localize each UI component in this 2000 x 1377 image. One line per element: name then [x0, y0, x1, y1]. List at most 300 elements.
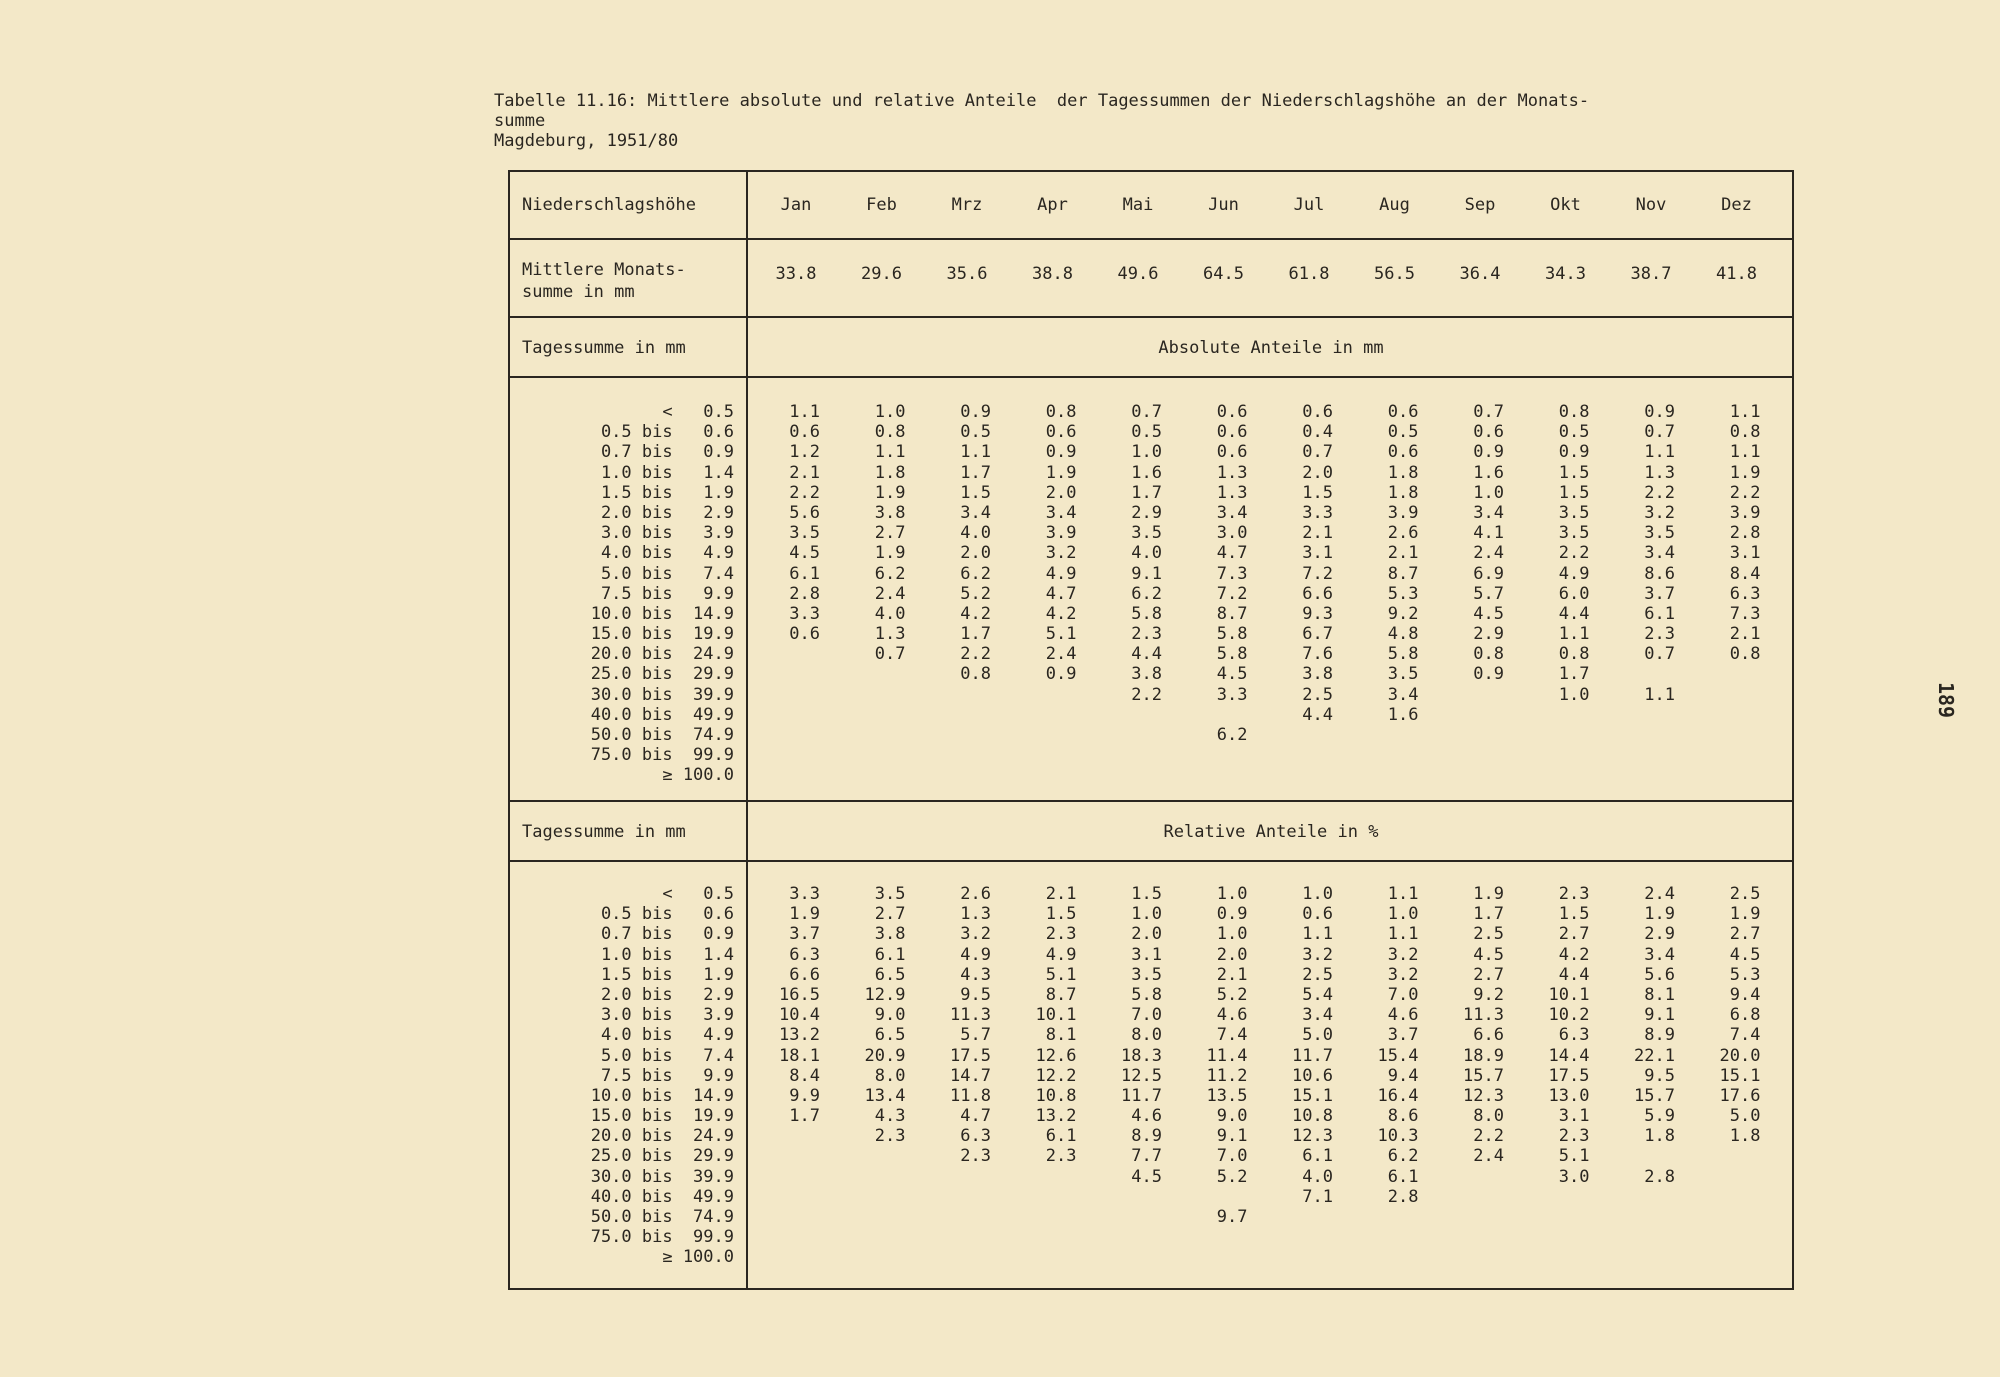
- value-cell: 13.2: [1035, 1106, 1077, 1127]
- value-cell: 6.6: [1302, 583, 1333, 604]
- value-cell: 1.6: [1131, 462, 1162, 483]
- value-cell: 18.3: [1121, 1045, 1162, 1066]
- value-cell: 17.5: [950, 1045, 991, 1066]
- value-cell: 3.2: [1302, 944, 1333, 965]
- value-cell: 10.1: [1035, 1005, 1077, 1026]
- value-cell: [939, 685, 991, 705]
- range-label: < 0.5: [662, 884, 734, 904]
- value-cell: 7.7: [1131, 1146, 1162, 1167]
- value-cell: 4.5: [1729, 944, 1761, 965]
- value-cell: 1.1: [960, 442, 991, 463]
- value-cell: 0.9: [1216, 904, 1248, 925]
- range-label: 20.0 bis 24.9: [590, 644, 734, 665]
- value-cell: [1110, 725, 1162, 745]
- value-cell: 1.1: [1387, 884, 1419, 904]
- value-cell: [1709, 1227, 1761, 1247]
- value-cell: 6.6: [1473, 1025, 1504, 1046]
- value-cell: 2.2: [789, 482, 820, 503]
- value-cell: [1623, 765, 1675, 785]
- value-cell: 8.7: [1387, 563, 1419, 584]
- value-cell: [1538, 705, 1590, 725]
- value-cell: 1.8: [1644, 1126, 1675, 1147]
- value-column-jan: [768, 884, 820, 1268]
- value-cell: 4.5: [1473, 944, 1504, 965]
- value-cell: 15.1: [1292, 1085, 1333, 1106]
- value-cell: 1.5: [1558, 904, 1590, 925]
- value-cell: [1709, 1167, 1761, 1187]
- range-label: 4.0 bis 4.9: [600, 543, 734, 564]
- range-label: 20.0 bis 24.9: [590, 1126, 734, 1147]
- value-column-jan: [768, 402, 820, 786]
- value-cell: 9.4: [1729, 984, 1761, 1005]
- month-header-mrz: Mrz: [951, 195, 983, 215]
- value-cell: 3.4: [1216, 502, 1248, 523]
- value-cell: 4.2: [1558, 944, 1590, 965]
- value-cell: 0.9: [960, 402, 991, 422]
- value-cell: 7.4: [1729, 1025, 1761, 1046]
- value-cell: 20.0: [1719, 1045, 1761, 1066]
- value-cell: 1.3: [1644, 462, 1675, 483]
- value-cell: 9.2: [1473, 984, 1504, 1005]
- range-label: 75.0 bis 99.9: [590, 745, 734, 766]
- value-cell: 2.1: [1387, 543, 1419, 564]
- value-cell: 4.5: [1216, 664, 1248, 685]
- value-cell: 6.5: [874, 1025, 906, 1046]
- value-cell: [1623, 745, 1675, 765]
- value-cell: 3.5: [1558, 523, 1590, 544]
- range-label: ≥ 100.0: [662, 765, 734, 786]
- value-cell: 8.1: [1644, 984, 1675, 1005]
- value-cell: [854, 1207, 906, 1227]
- value-cell: 0.4: [1302, 422, 1333, 443]
- value-cell: 9.4: [1387, 1065, 1419, 1086]
- value-cell: 4.6: [1387, 1005, 1419, 1026]
- range-label: 50.0 bis 74.9: [590, 1207, 734, 1227]
- value-cell: 18.9: [1463, 1045, 1504, 1066]
- value-cell: 2.3: [874, 1126, 906, 1147]
- rel-title: Relative Anteile in %: [1163, 822, 1379, 842]
- value-cell: 14.4: [1548, 1045, 1590, 1066]
- value-cell: 11.4: [1206, 1045, 1248, 1066]
- value-cell: [854, 685, 906, 705]
- value-cell: [1623, 725, 1675, 745]
- value-cell: 20.9: [864, 1045, 906, 1066]
- value-cell: 2.9: [1644, 924, 1675, 945]
- value-cell: [768, 765, 820, 785]
- value-cell: [854, 1247, 906, 1267]
- rule-monthly: [510, 316, 1792, 318]
- value-cell: [1196, 1227, 1248, 1247]
- value-cell: 2.9: [1473, 624, 1504, 645]
- value-cell: 13.0: [1548, 1085, 1590, 1106]
- value-cell: 1.9: [874, 543, 906, 564]
- value-cell: 1.1: [1302, 924, 1333, 945]
- month-header-jan: Jan: [780, 195, 812, 215]
- value-cell: 6.3: [1729, 583, 1761, 604]
- value-cell: 4.6: [1131, 1106, 1162, 1127]
- value-cell: 12.3: [1292, 1126, 1333, 1147]
- value-cell: 2.9: [1131, 502, 1162, 523]
- value-cell: 0.6: [789, 624, 820, 645]
- value-cell: 5.2: [1216, 984, 1248, 1005]
- value-cell: 10.8: [1035, 1085, 1077, 1106]
- value-cell: 1.6: [1387, 704, 1419, 725]
- rule-abs-end: [510, 800, 1792, 802]
- value-cell: 17.5: [1548, 1065, 1590, 1086]
- value-cell: [854, 705, 906, 725]
- value-cell: 3.7: [1644, 583, 1675, 604]
- value-cell: [1452, 765, 1504, 785]
- value-cell: 6.2: [1131, 583, 1162, 604]
- monthly-value: 61.8: [1288, 264, 1330, 284]
- value-cell: 16.5: [779, 984, 820, 1005]
- range-label: 2.0 bis 2.9: [600, 502, 734, 523]
- value-cell: 0.6: [1302, 904, 1333, 925]
- value-cell: 1.6: [1473, 462, 1504, 483]
- value-cell: 1.7: [960, 624, 991, 645]
- value-cell: 1.8: [1729, 1126, 1761, 1147]
- value-cell: [1281, 725, 1333, 745]
- value-cell: 5.8: [1387, 644, 1419, 665]
- value-cell: 4.3: [960, 964, 991, 985]
- value-cell: [1452, 725, 1504, 745]
- value-cell: 18.1: [779, 1045, 820, 1066]
- value-cell: [768, 725, 820, 745]
- value-cell: 0.5: [1387, 422, 1419, 443]
- value-cell: 2.2: [1644, 482, 1675, 503]
- value-cell: 1.7: [1473, 904, 1504, 925]
- value-cell: 3.1: [1729, 543, 1761, 564]
- range-label: 25.0 bis 29.9: [590, 664, 734, 685]
- value-cell: 5.2: [1216, 1166, 1248, 1187]
- value-cell: 1.9: [874, 482, 906, 503]
- range-label: 15.0 bis 19.9: [590, 1106, 734, 1127]
- value-cell: 4.9: [1558, 563, 1590, 584]
- value-cell: [939, 1207, 991, 1227]
- value-cell: 0.6: [1387, 402, 1419, 422]
- value-cell: 6.2: [960, 563, 991, 584]
- value-cell: [1025, 705, 1077, 725]
- value-cell: [854, 1187, 906, 1207]
- month-header-okt: Okt: [1550, 195, 1581, 215]
- value-cell: [1452, 685, 1504, 705]
- value-cell: [1196, 745, 1248, 765]
- value-cell: [1281, 1227, 1333, 1247]
- value-cell: 3.9: [1729, 502, 1761, 523]
- value-cell: 2.1: [1216, 964, 1248, 985]
- value-cell: 3.5: [1131, 964, 1162, 985]
- value-cell: 15.4: [1377, 1045, 1419, 1066]
- value-cell: 5.8: [1131, 603, 1162, 624]
- value-cell: 7.2: [1216, 583, 1248, 604]
- value-cell: 1.3: [960, 904, 991, 925]
- value-column-mai: [1110, 884, 1162, 1268]
- range-label: 25.0 bis 29.9: [590, 1146, 734, 1167]
- value-cell: [1196, 705, 1248, 725]
- value-cell: [1281, 765, 1333, 785]
- value-cell: [1367, 725, 1419, 745]
- value-cell: 8.0: [1473, 1106, 1504, 1127]
- value-cell: [854, 664, 906, 684]
- value-cell: [1110, 765, 1162, 785]
- value-cell: 3.8: [1131, 664, 1162, 685]
- value-column-nov: [1623, 402, 1675, 786]
- value-cell: [1196, 1187, 1248, 1207]
- value-cell: [1367, 765, 1419, 785]
- value-cell: [768, 1146, 820, 1166]
- value-cell: [1281, 1247, 1333, 1267]
- value-cell: 9.2: [1387, 603, 1419, 624]
- value-cell: 5.0: [1729, 1106, 1761, 1127]
- range-label: 1.5 bis 1.9: [600, 482, 734, 503]
- value-cell: 3.3: [789, 884, 820, 904]
- value-cell: 1.8: [1387, 462, 1419, 483]
- value-cell: 2.3: [960, 1146, 991, 1167]
- monthly-value: 56.5: [1374, 264, 1415, 284]
- range-label: 3.0 bis 3.9: [600, 1005, 734, 1026]
- value-cell: [1538, 1247, 1590, 1267]
- month-header-jul: Jul: [1293, 195, 1325, 215]
- value-cell: 0.6: [1473, 422, 1504, 443]
- value-cell: 8.7: [1045, 984, 1077, 1005]
- value-cell: 3.9: [1045, 523, 1077, 544]
- value-cell: 0.9: [1045, 664, 1077, 685]
- value-cell: [854, 1167, 906, 1187]
- value-cell: [1281, 745, 1333, 765]
- value-cell: 1.1: [1644, 684, 1675, 705]
- value-cell: 1.0: [1387, 904, 1419, 925]
- value-cell: 2.3: [1045, 924, 1077, 945]
- range-label: 3.0 bis 3.9: [600, 523, 734, 544]
- value-cell: 5.7: [960, 1025, 991, 1046]
- value-cell: 2.8: [1644, 1166, 1675, 1187]
- value-cell: 7.2: [1302, 563, 1333, 584]
- value-cell: 0.6: [1045, 422, 1077, 443]
- value-column-mrz: [939, 402, 991, 786]
- value-cell: 2.4: [874, 583, 906, 604]
- value-cell: [1538, 765, 1590, 785]
- value-cell: 6.5: [874, 964, 906, 985]
- value-cell: 1.5: [1045, 904, 1077, 925]
- value-cell: 2.1: [1302, 523, 1333, 544]
- value-cell: 1.0: [1558, 684, 1590, 705]
- value-cell: 2.5: [1473, 924, 1504, 945]
- value-cell: 2.3: [1644, 624, 1675, 645]
- value-cell: 6.1: [874, 944, 906, 965]
- value-cell: 12.6: [1035, 1045, 1077, 1066]
- value-cell: 1.9: [1644, 904, 1675, 925]
- value-cell: 3.7: [1387, 1025, 1419, 1046]
- value-cell: 2.4: [1473, 1146, 1504, 1167]
- value-cell: [768, 1187, 820, 1207]
- value-cell: [1452, 705, 1504, 725]
- value-cell: 2.4: [1045, 644, 1077, 665]
- value-cell: 3.5: [789, 523, 820, 544]
- value-cell: 3.4: [1302, 1005, 1333, 1026]
- value-cell: 8.9: [1644, 1025, 1675, 1046]
- value-cell: 0.9: [1473, 664, 1504, 685]
- value-cell: [939, 705, 991, 725]
- value-cell: [939, 1187, 991, 1207]
- value-cell: [768, 1247, 820, 1267]
- value-cell: 3.4: [960, 502, 991, 523]
- value-cell: 0.6: [1216, 442, 1248, 463]
- value-cell: 2.1: [1045, 884, 1077, 904]
- value-cell: 4.9: [1045, 944, 1077, 965]
- value-cell: 2.0: [960, 543, 991, 564]
- value-cell: 12.2: [1035, 1065, 1077, 1086]
- range-label: 10.0 bis 14.9: [590, 603, 734, 624]
- value-cell: 8.6: [1387, 1106, 1419, 1127]
- value-cell: 3.0: [1216, 523, 1248, 544]
- value-cell: 4.5: [1473, 603, 1504, 624]
- value-cell: 1.7: [960, 462, 991, 483]
- value-cell: 1.1: [1558, 624, 1590, 645]
- value-cell: 3.9: [1387, 502, 1419, 523]
- value-column-nov: [1623, 884, 1675, 1268]
- value-cell: 6.1: [1644, 603, 1675, 624]
- value-cell: 3.1: [1302, 543, 1333, 564]
- range-label: 4.0 bis 4.9: [600, 1025, 734, 1046]
- value-cell: [854, 1227, 906, 1247]
- month-header-aug: Aug: [1379, 195, 1410, 215]
- value-cell: 2.6: [1387, 523, 1419, 544]
- value-cell: 4.0: [1302, 1166, 1333, 1187]
- value-cell: [768, 1126, 820, 1146]
- value-cell: 1.9: [789, 904, 820, 925]
- range-label: 10.0 bis 14.9: [590, 1085, 734, 1106]
- value-cell: [768, 1227, 820, 1247]
- value-cell: 0.9: [1644, 402, 1675, 422]
- value-cell: 14.7: [950, 1065, 991, 1086]
- value-cell: [1025, 1207, 1077, 1227]
- value-cell: [1110, 1207, 1162, 1227]
- value-cell: 8.7: [1216, 603, 1248, 624]
- value-cell: [1623, 1227, 1675, 1247]
- value-column-apr: [1025, 884, 1077, 1268]
- value-column-sep: [1452, 884, 1504, 1268]
- value-column-dez: [1709, 402, 1761, 786]
- value-cell: 4.5: [789, 543, 820, 564]
- value-cell: 1.8: [1387, 482, 1419, 503]
- value-cell: 0.8: [1473, 644, 1504, 665]
- value-cell: [1452, 745, 1504, 765]
- value-cell: [939, 765, 991, 785]
- value-cell: [1538, 1207, 1590, 1227]
- value-cell: 9.7: [1216, 1207, 1248, 1227]
- value-cell: [1025, 1247, 1077, 1267]
- value-cell: 10.3: [1377, 1126, 1419, 1147]
- value-cell: 17.6: [1719, 1085, 1761, 1106]
- value-cell: 6.1: [1302, 1146, 1333, 1167]
- value-cell: 5.6: [1644, 964, 1675, 985]
- value-column-mai: [1110, 402, 1162, 786]
- value-column-dez: [1709, 884, 1761, 1268]
- value-cell: 6.1: [1045, 1126, 1077, 1147]
- caption-line-2: summe: [494, 111, 546, 131]
- value-cell: [768, 1207, 820, 1227]
- value-cell: 4.5: [1131, 1166, 1162, 1187]
- value-cell: 2.5: [1729, 884, 1761, 904]
- value-cell: 4.2: [1045, 603, 1077, 624]
- value-cell: 9.9: [789, 1085, 820, 1106]
- value-cell: 2.2: [1558, 543, 1590, 564]
- value-cell: 0.6: [1216, 422, 1248, 443]
- value-cell: [939, 1227, 991, 1247]
- value-cell: [939, 1167, 991, 1187]
- value-cell: 3.3: [1216, 684, 1248, 705]
- value-cell: 3.8: [874, 924, 906, 945]
- value-cell: [1452, 1227, 1504, 1247]
- value-cell: [768, 664, 820, 684]
- monthly-value: 49.6: [1117, 264, 1159, 284]
- value-cell: 10.1: [1548, 984, 1590, 1005]
- value-cell: 12.5: [1121, 1065, 1162, 1086]
- value-cell: 2.4: [1644, 884, 1675, 904]
- value-cell: [1709, 1146, 1761, 1166]
- value-cell: 10.4: [779, 1005, 820, 1026]
- value-cell: 3.1: [1131, 944, 1162, 965]
- value-cell: 1.3: [1216, 482, 1248, 503]
- month-header-mai: Mai: [1122, 195, 1154, 215]
- value-cell: [1709, 745, 1761, 765]
- range-label: 0.7 bis 0.9: [600, 442, 734, 463]
- monthly-value: 34.3: [1545, 264, 1586, 284]
- page-number: 189: [1934, 681, 1959, 719]
- value-cell: [1110, 745, 1162, 765]
- caption-line-1: Tabelle 11.16: Mittlere absolute und relative Anteile der Tagessummen der Niederschlagshöhe an der Monats-: [494, 91, 1590, 111]
- value-cell: 2.2: [960, 644, 991, 665]
- value-cell: 1.1: [1387, 924, 1419, 945]
- range-label: 1.0 bis 1.4: [600, 944, 734, 965]
- value-cell: 6.6: [789, 964, 820, 985]
- value-cell: 0.6: [789, 422, 820, 443]
- value-column-okt: [1538, 884, 1590, 1268]
- value-cell: 0.6: [1387, 442, 1419, 463]
- value-cell: 6.1: [1387, 1166, 1419, 1187]
- value-cell: 6.0: [1558, 583, 1590, 604]
- value-cell: 5.0: [1302, 1025, 1333, 1046]
- value-column-feb: [854, 402, 906, 786]
- value-cell: 5.1: [1045, 624, 1077, 645]
- value-cell: 3.5: [1387, 664, 1419, 685]
- value-cell: 10.2: [1548, 1005, 1590, 1026]
- value-cell: 2.8: [1387, 1186, 1419, 1207]
- value-column-okt: [1538, 402, 1590, 786]
- value-cell: 8.0: [874, 1065, 906, 1086]
- precipitation-table: [508, 170, 1794, 1290]
- value-cell: 0.8: [960, 664, 991, 685]
- range-label: 7.5 bis 9.9: [600, 1065, 734, 1086]
- value-cell: 4.6: [1216, 1005, 1248, 1026]
- value-cell: 5.8: [1131, 984, 1162, 1005]
- value-cell: 1.5: [1131, 884, 1162, 904]
- value-cell: [1452, 1187, 1504, 1207]
- value-cell: 3.2: [960, 924, 991, 945]
- value-cell: 9.5: [1644, 1065, 1675, 1086]
- value-cell: 9.1: [1216, 1126, 1248, 1147]
- value-cell: [1623, 1207, 1675, 1227]
- value-cell: 3.4: [1473, 502, 1504, 523]
- value-cell: [1367, 1227, 1419, 1247]
- range-label: 40.0 bis 49.9: [590, 704, 734, 725]
- value-cell: 5.8: [1216, 644, 1248, 665]
- value-cell: 11.8: [950, 1085, 991, 1106]
- monthly-value: 35.6: [946, 264, 988, 284]
- value-cell: 1.9: [1045, 462, 1077, 483]
- value-cell: 1.0: [1216, 884, 1248, 904]
- value-cell: 5.1: [1045, 964, 1077, 985]
